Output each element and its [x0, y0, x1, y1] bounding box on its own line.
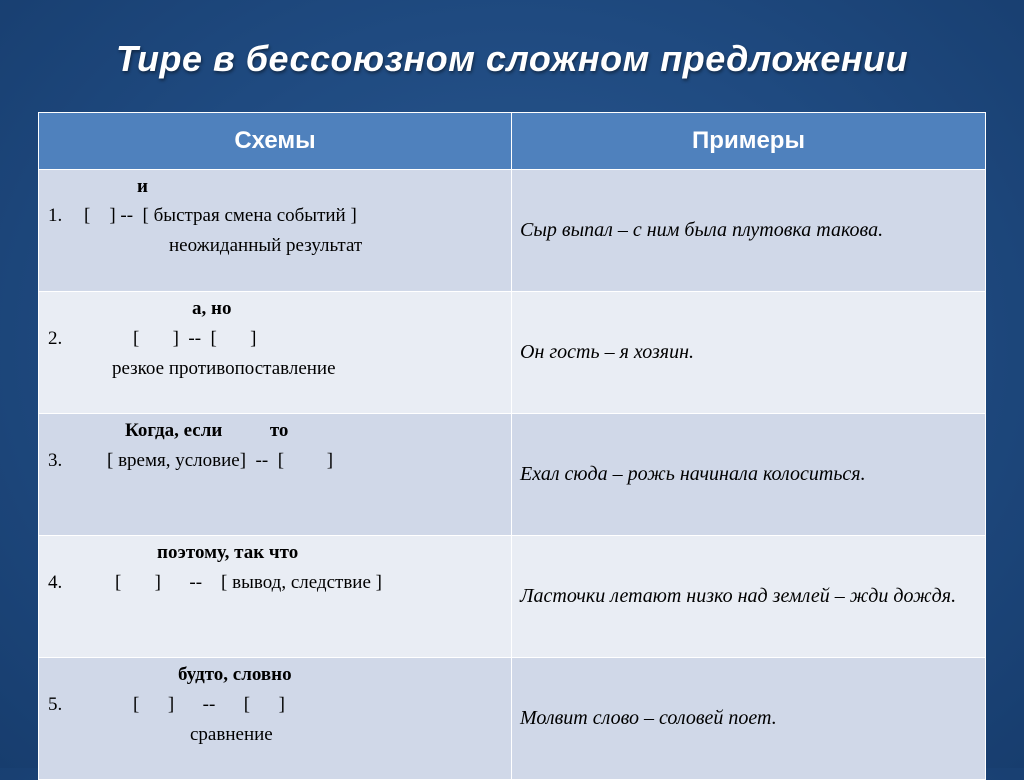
conjunction-label: Когда, если то [125, 420, 289, 441]
scheme-note: резкое противопоставление [112, 358, 336, 379]
scheme-cell [39, 170, 512, 292]
page-title: Тире в бессоюзном сложном предложении [115, 38, 909, 79]
punctuation-table [38, 112, 986, 780]
example-cell: Он гость – я хозяин. [512, 292, 986, 414]
row-number: 1. [48, 205, 63, 226]
conjunction-label: и [137, 176, 148, 197]
scheme-formula: [ ] -- [ вывод, следствие ] [115, 572, 382, 593]
scheme-cell [39, 292, 512, 414]
row-number: 2. [48, 328, 63, 349]
example-cell: Ехал сюда – рожь начинала колоситься. [512, 414, 986, 536]
table-row [39, 536, 986, 658]
scheme-note: неожиданный результат [169, 235, 363, 256]
row-number: 3. [48, 450, 63, 471]
table-row [39, 414, 986, 536]
column-header-examples: Примеры [512, 113, 986, 170]
example-cell: Сыр выпал – с ним была плутовка такова. [512, 170, 986, 292]
scheme-formula: [ ] -- [ ] [133, 694, 285, 715]
conjunction-label: будто, словно [178, 664, 292, 685]
scheme-cell [39, 414, 512, 536]
table-row [39, 170, 986, 292]
example-cell: Молвит слово – соловей поет. [512, 658, 986, 780]
example-cell: Ласточки летают низко над землей – жди дождя. [512, 536, 986, 658]
scheme-formula: [ ] -- [ ] [133, 328, 257, 349]
table-row [39, 658, 986, 780]
scheme-formula: [ время, условие] -- [ ] [107, 450, 334, 471]
table-row [39, 292, 986, 414]
table-header-row [39, 113, 986, 170]
row-number: 5. [48, 694, 63, 715]
conjunction-label: а, но [192, 298, 232, 319]
row-number: 4. [48, 572, 63, 593]
conjunction-label: поэтому, так что [157, 542, 299, 563]
scheme-formula: [ ] -- [ быстрая смена событий ] [84, 205, 357, 226]
column-header-schemes: Схемы [39, 113, 512, 170]
scheme-cell [39, 658, 512, 780]
scheme-cell [39, 536, 512, 658]
scheme-note: сравнение [190, 724, 273, 745]
